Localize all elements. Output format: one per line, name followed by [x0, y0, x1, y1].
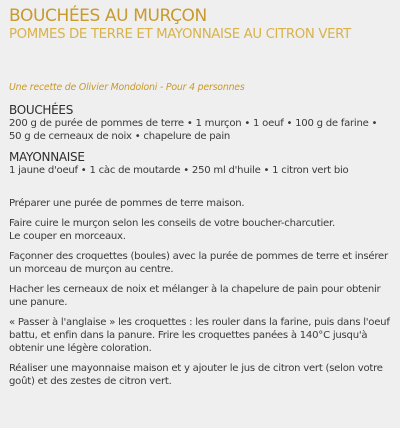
- step-line: un morceau de murçon au centre.: [9, 264, 174, 275]
- ingredient-line: 200 g de purée de pommes de terre • 1 murçon • 1 oeuf • 100 g de farine •: [9, 118, 378, 129]
- step-line: une panure.: [9, 297, 68, 308]
- step-line: « Passer à l'anglaise » les croquettes : les rouler dans la farine, puis dans l'oeuf: [9, 317, 390, 328]
- ingredient-line: 50 g de cerneaux de noix • chapelure de pain: [9, 131, 231, 142]
- ingredients-mayonnaise: [9, 150, 391, 177]
- step-line: goût) et des zestes de citron vert.: [9, 376, 172, 387]
- recipe-step: [9, 197, 391, 210]
- recipe-step: [9, 217, 391, 243]
- recipe-byline: Une recette de Olivier Mondoloni - Pour 4 personnes: [9, 82, 245, 93]
- recipe-step: [9, 250, 391, 276]
- recipe-title: BOUCHÉES AU MURÇON: [9, 6, 207, 26]
- step-line: Réaliser une mayonnaise maison et y ajouter le jus de citron vert (selon votre: [9, 363, 383, 374]
- step-line: Faire cuire le murçon selon les conseils de votre boucher-charcutier.: [9, 218, 335, 229]
- step-line: Hacher les cerneaux de noix et mélanger à la chapelure de pain pour obtenir: [9, 284, 381, 295]
- recipe-step: [9, 316, 391, 355]
- recipe-step: [9, 283, 391, 309]
- step-line: Préparer une purée de pommes de terre maison.: [9, 198, 245, 209]
- step-line: obtenir une légère coloration.: [9, 343, 152, 354]
- ingredients-bouchees: [9, 103, 391, 143]
- recipe-step: [9, 362, 391, 388]
- recipe-subtitle: POMMES DE TERRE ET MAYONNAISE AU CITRON VERT: [9, 27, 351, 42]
- step-line: Façonner des croquettes (boules) avec la purée de pommes de terre et insérer: [9, 251, 388, 262]
- section-heading-mayonnaise: MAYONNAISE: [9, 150, 85, 164]
- step-line: battu, et enfin dans la panure. Frire les croquettes panées à 140°C jusqu'à: [9, 330, 368, 341]
- step-line: Le couper en morceaux.: [9, 231, 126, 242]
- ingredient-line: 1 jaune d'oeuf • 1 càc de moutarde • 250 ml d'huile • 1 citron vert bio: [9, 165, 349, 176]
- section-heading-bouchees: BOUCHÉES: [9, 103, 74, 117]
- recipe-steps: [9, 197, 391, 388]
